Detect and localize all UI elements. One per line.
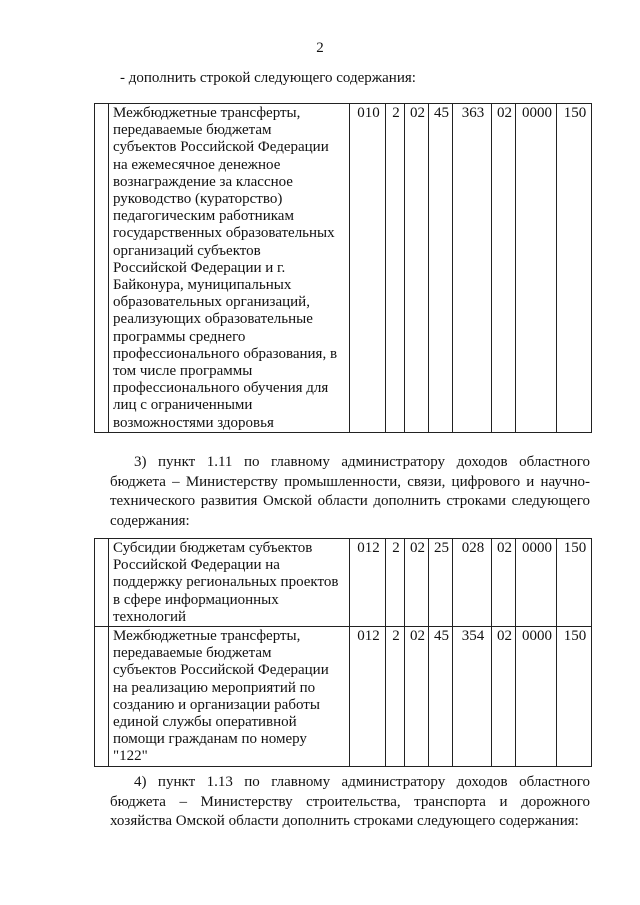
table-cell-code: 0000	[516, 104, 557, 433]
paragraph-item-3: 3) пункт 1.11 по главному администратору доходов областного бюджета – Министерству промышленности, связи, цифрового и научно-технического развития Омской области дополнить строками следующего содержания:	[110, 454, 590, 529]
name-line: образовательных организаций,	[113, 294, 310, 311]
name-line: единой службы оперативной	[113, 714, 297, 731]
name-line: Межбюджетные трансферты,	[113, 105, 301, 121]
table-cell-code: 0000	[516, 539, 557, 627]
name-line: помощи гражданам по номеру	[113, 731, 307, 748]
name-line: передаваемые бюджетам	[113, 645, 272, 662]
name-line: на реализацию мероприятий по	[113, 679, 316, 696]
table-cell-code: 010	[350, 104, 386, 433]
table-cell-code: 2	[386, 104, 405, 433]
budget-table-2	[94, 538, 592, 767]
name-line: профессионального образования, в	[113, 345, 338, 362]
page-number: 2	[316, 40, 324, 56]
table-cell-code: 02	[405, 627, 429, 767]
table-cell-code: 150	[557, 627, 592, 767]
name-line: профессионального обучения для	[113, 380, 329, 397]
table-cell-code: 012	[350, 627, 386, 767]
name-line: технологий	[113, 608, 187, 625]
table-cell-code: 45	[429, 627, 453, 767]
name-line: лиц с ограниченными	[113, 397, 253, 414]
name-line: в сфере информационных	[113, 591, 279, 608]
name-line: созданию и организации работы	[113, 696, 320, 713]
table-cell-code: 02	[492, 104, 516, 433]
name-line: Межбюджетные трансферты,	[113, 628, 301, 645]
table-row	[95, 104, 592, 433]
table-cell-code: 2	[386, 539, 405, 627]
name-line: Субсидии бюджетам субъектов	[113, 540, 313, 556]
table-cell-code: 45	[429, 104, 453, 433]
table-cell-code: 0000	[516, 627, 557, 767]
name-line: субъектов Российской Федерации	[113, 139, 329, 156]
table-cell-name	[109, 104, 350, 433]
name-line: поддержку региональных проектов	[113, 574, 339, 591]
table-cell-code: 02	[405, 104, 429, 433]
name-line: педагогическим работникам	[113, 208, 294, 225]
table-row	[95, 539, 592, 627]
table-cell-code: 02	[492, 539, 516, 627]
intro-line: - дополнить строкой следующего содержания:	[120, 70, 416, 86]
name-line: реализующих образовательные	[113, 311, 313, 328]
table-cell-code: 25	[429, 539, 453, 627]
table-cell-code: 150	[557, 104, 592, 433]
table-cell-code: 028	[453, 539, 492, 627]
name-line: Российской Федерации на	[113, 557, 280, 574]
name-line: передаваемые бюджетам	[113, 122, 272, 139]
table-cell-name	[109, 627, 350, 767]
name-line: Байконура, муниципальных	[113, 277, 292, 294]
table-cell-code: 363	[453, 104, 492, 433]
name-line: организаций субъектов	[113, 242, 261, 259]
name-line: субъектов Российской Федерации	[113, 662, 329, 679]
table-cell-code: 02	[492, 627, 516, 767]
name-line: Российской Федерации и г.	[113, 259, 286, 276]
name-line: государственных образовательных	[113, 225, 335, 242]
table-cell-code: 02	[405, 539, 429, 627]
name-line: возможностями здоровья	[113, 414, 274, 431]
table-cell-code: 2	[386, 627, 405, 767]
table-cell-name	[109, 539, 350, 627]
name-line: вознаграждение за классное	[113, 173, 293, 190]
name-line: программы среднего	[113, 328, 246, 345]
budget-table-1	[94, 103, 592, 433]
table-cell-empty	[95, 627, 109, 767]
name-line: том числе программы	[113, 363, 253, 380]
paragraph-item-4: 4) пункт 1.13 по главному администратору доходов областного бюджета – Министерству строительства, транспорта и дорожного хозяйства Омской области дополнить строками следующего содержания:	[110, 774, 590, 829]
table-cell-code: 354	[453, 627, 492, 767]
table-cell-code: 150	[557, 539, 592, 627]
table-cell-empty	[95, 539, 109, 627]
name-line: "122"	[113, 748, 148, 765]
table-cell-code: 012	[350, 539, 386, 627]
table-row	[95, 627, 592, 767]
table-cell-empty	[95, 104, 109, 433]
name-line: на ежемесячное денежное	[113, 156, 281, 173]
name-line: руководство (кураторство)	[113, 191, 283, 208]
